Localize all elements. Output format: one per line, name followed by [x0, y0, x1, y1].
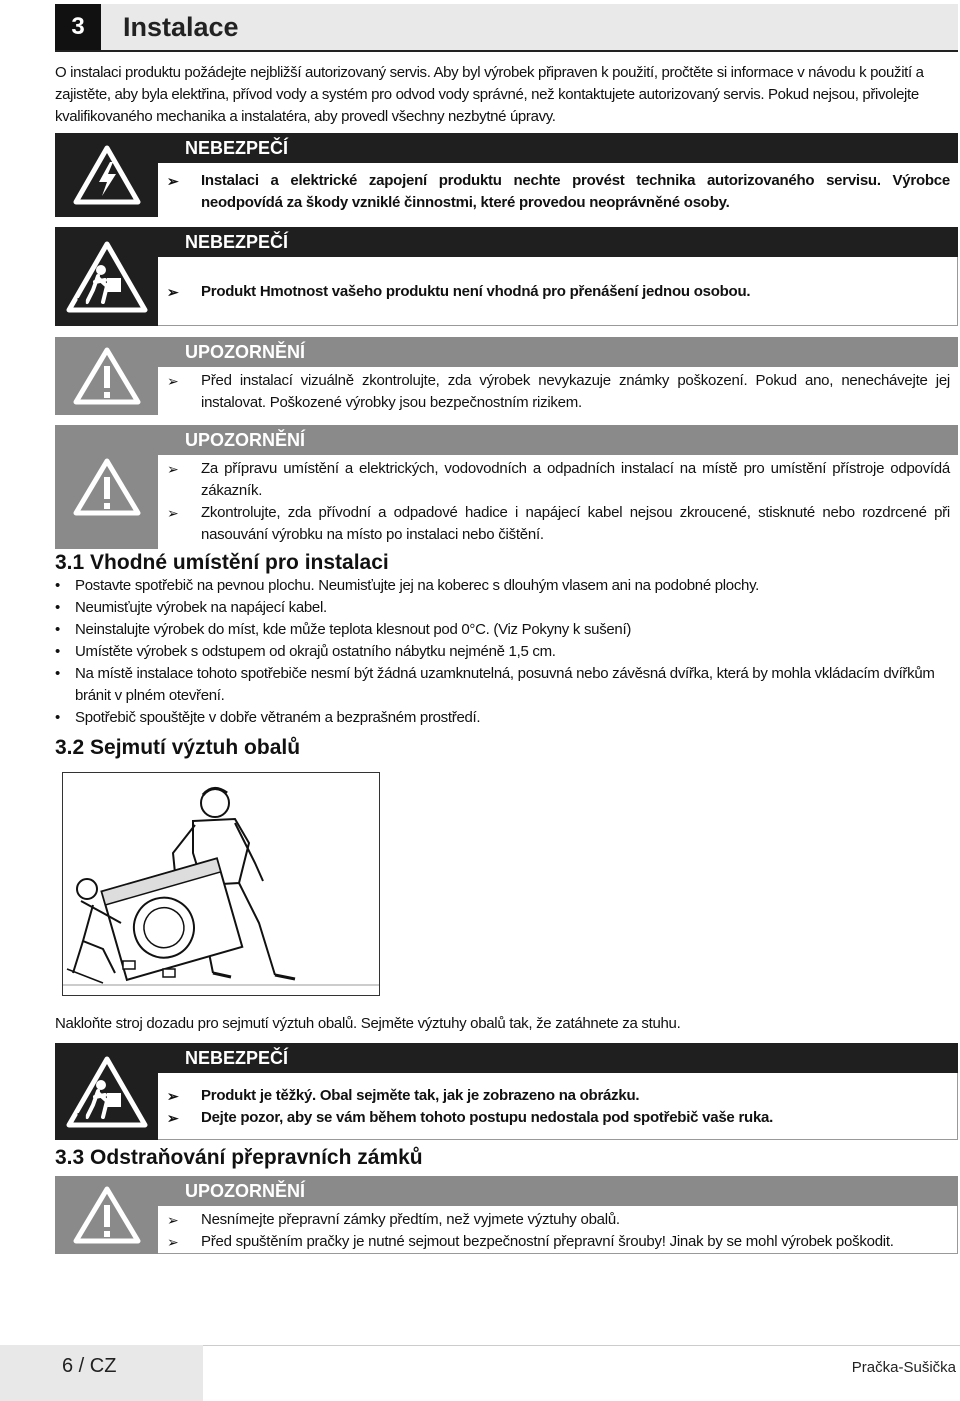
warning-label: UPOZORNĚNÍ [158, 337, 958, 367]
list-item: • Spotřebič spouštějte v dobře větraném a bezprašném prostředí. [55, 707, 958, 729]
warning-body [158, 1206, 958, 1254]
arrow-icon: ➢ [167, 1212, 179, 1228]
warning-item: ➢ Před spuštěním pračky je nutné sejmout bezpečnostní přepravní šrouby! Jinak by se mohl výrobek poškodit. [201, 1231, 949, 1253]
arrow-icon: ➢ [167, 284, 179, 300]
arrow-icon: ➢ [167, 1234, 179, 1250]
bullet-list [55, 575, 958, 729]
section-title: 3.3 Odstraňování přepravních zámků [55, 1146, 423, 1169]
warning-item: ➢ Instalaci a elektrické zapojení produktu nechte provést technika autorizovaného servisu. Výrobce neodpovídá za škody vzniklé činnostmi, které provedou neoprávněné osoby. [167, 172, 950, 211]
list-item: • Neumisťujte výrobek na napájecí kabel. [55, 597, 958, 619]
chapter-number: 3 [55, 4, 101, 50]
warning-box-caution [55, 425, 958, 549]
list-item: • Neinstalujte výrobek do míst, kde může teplota klesnout pod 0°C. (Viz Pokyny k sušení) [55, 619, 958, 641]
warning-item: ➢ Dejte pozor, aby se vám během tohoto postupu nedostala pod spotřebič vaše ruka. [201, 1107, 949, 1129]
page-footer [0, 1345, 960, 1401]
warning-box-caution [55, 1176, 958, 1254]
warning-item: ➢ Zkontrolujte, zda přívodní a odpadové hadice i napájecí kabel nejsou zkroucené, stisknuté nebo rozdrcené při nasouvání výrobku na místo po instalaci nebo čištění. [167, 504, 950, 543]
chapter-title: Instalace [123, 12, 239, 42]
warning-item: ➢ Nesnímejte přepravní zámky předtím, než vyjmete výztuhy obalů. [201, 1209, 949, 1231]
warning-item: ➢ Za přípravu umístění a elektrických, vodovodních a odpadních instalací na místě pro umístění přístroje odpovídá zákazník. [167, 460, 950, 499]
warning-body [158, 455, 958, 549]
warning-box-heavy [55, 1043, 958, 1140]
intro-paragraph: O instalaci produktu požádejte nejbližší autorizovaný servis. Aby byl výrobek připraven k použití, pročtěte si informace v návodu k použití a zajistěte, aby byla elektřina, přívod vody a systém pro odvod vody správné, než kontaktujete autorizovaný servis. Pokud nejsou, přivolejte kvalifikovaného mechanika a instalatéra, aby provedl všechny nezbytné úpravy. [55, 64, 924, 125]
warning-label: NEBEZPEČÍ [158, 1043, 958, 1073]
arrow-icon: ➢ [167, 1110, 179, 1126]
warning-label: NEBEZPEČÍ [158, 227, 958, 257]
arrow-icon: ➢ [167, 461, 179, 477]
warning-label: NEBEZPEČÍ [158, 133, 958, 163]
list-item: • Postavte spotřebič na pevnou plochu. Neumisťujte jej na koberec s dlouhým vlasem ani na podobné plochy. [55, 575, 958, 597]
kg-label: kg [76, 1111, 86, 1121]
illustration-caption: Nakloňte stroj dozadu pro sejmutí výztuh obalů. Sejměte výztuhy obalů tak, že zatáhnete za stuhu. [55, 1015, 681, 1032]
section-title: 3.2 Sejmutí výztuh obalů [55, 736, 301, 759]
warning-body [158, 367, 958, 415]
page-number: 6 / CZ [62, 1355, 117, 1377]
warning-body [158, 163, 958, 217]
arrow-icon: ➢ [167, 373, 179, 389]
footer-divider [203, 1345, 960, 1346]
arrow-icon: ➢ [167, 1088, 179, 1104]
heavy-load-icon [55, 1043, 158, 1140]
chapter-header [55, 4, 958, 52]
warning-item: ➢ Produkt Hmotnost vašeho produktu není vhodná pro přenášení jednou osobou. [201, 281, 949, 303]
warning-body [158, 1073, 958, 1140]
warning-label: UPOZORNĚNÍ [158, 425, 958, 455]
warning-box-heavy [55, 227, 958, 326]
section-title: 3.1 Vhodné umístění pro instalaci [55, 551, 389, 574]
arrow-icon: ➢ [167, 505, 179, 521]
caution-icon [55, 337, 158, 415]
arrow-icon: ➢ [167, 173, 179, 189]
caution-icon [55, 425, 158, 549]
warning-box-electric [55, 133, 958, 217]
product-name: Pračka-Sušička [851, 1359, 956, 1376]
footer-page-box [0, 1345, 203, 1401]
warning-item: ➢ Produkt je těžký. Obal sejměte tak, jak je zobrazeno na obrázku. [201, 1085, 949, 1107]
heavy-load-icon [55, 227, 158, 326]
caution-icon [55, 1176, 158, 1254]
list-item: • Na místě instalace tohoto spotřebiče nesmí být žádná uzamknutelná, posuvná nebo závěsná dvířka, která by mohla vkládacím dvířkům bránit v plném otevření. [55, 663, 958, 707]
list-item: • Umístěte výrobek s odstupem od okrajů ostatního nábytku nejméně 1,5 cm. [55, 641, 958, 663]
warning-label: UPOZORNĚNÍ [158, 1176, 958, 1206]
warning-body [158, 257, 958, 326]
warning-item: ➢ Před instalací vizuálně zkontrolujte, zda výrobek nevykazuje známky poškození. Pokud ano, nenechávejte jej instalovat. Poškozené výrobky jsou bezpečnostním rizikem. [167, 372, 950, 411]
kg-label: kg [76, 296, 86, 306]
warning-box-caution [55, 337, 958, 415]
electric-hazard-icon [55, 133, 158, 217]
tilt-machine-illustration [62, 772, 380, 996]
